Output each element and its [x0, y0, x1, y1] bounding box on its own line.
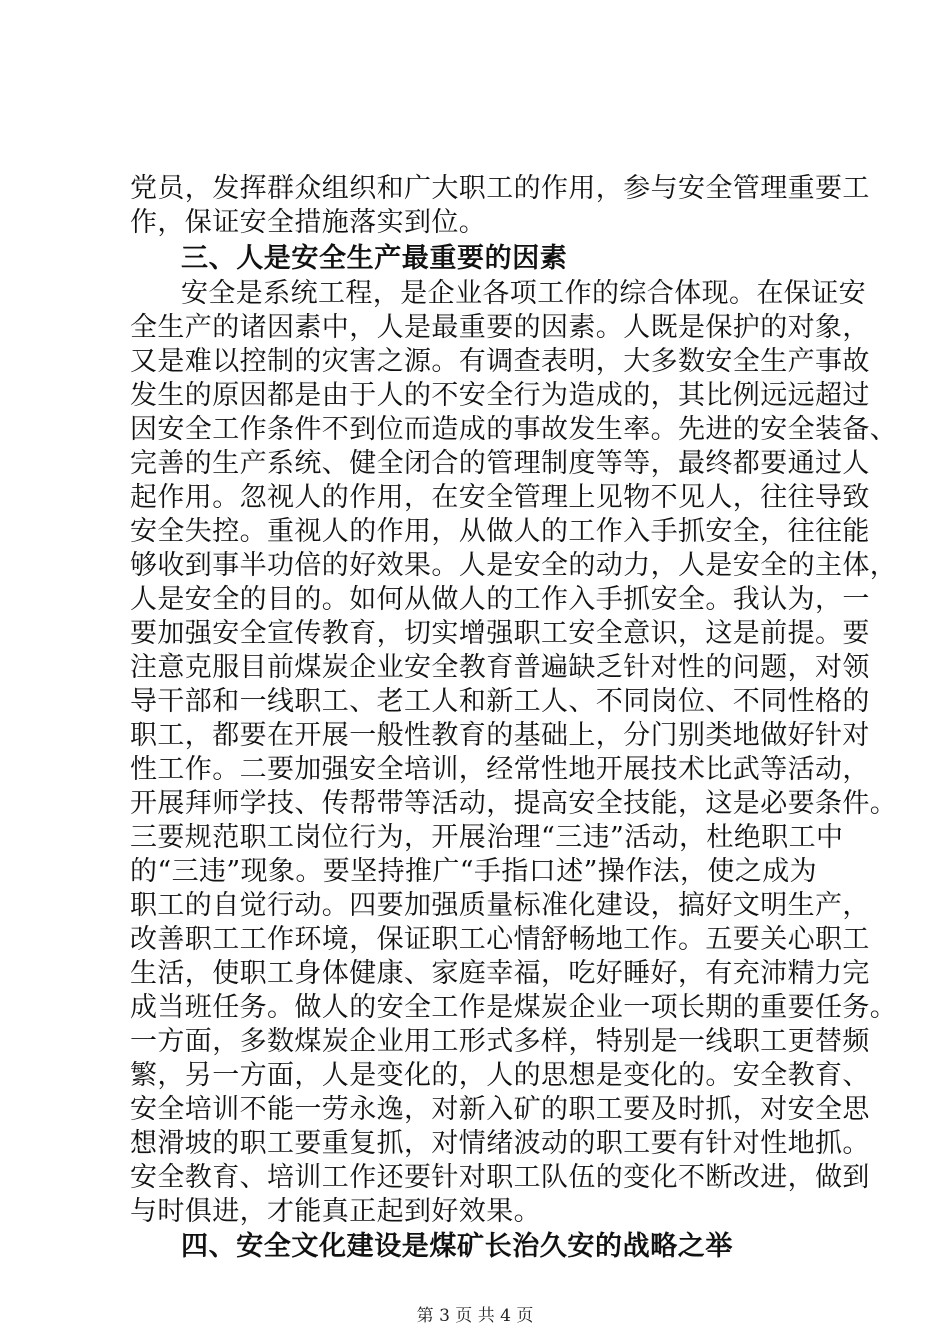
body-text-line: 成当班任务。做人的安全工作是煤炭企业一项长期的重要任务。	[130, 992, 898, 1023]
body-text-line: 要加强安全宣传教育，切实增强职工安全意识，这是前提。要	[130, 618, 870, 649]
body-text-line: 起作用。忽视人的作用，在安全管理上见物不见人，往往导致	[130, 482, 870, 513]
body-text-line: 职工的自觉行动。四要加强质量标准化建设，搞好文明生产，	[130, 890, 870, 921]
body-text-line: 的“三违”现象。要坚持推广“手指口述”操作法，使之成为	[130, 856, 818, 887]
body-text-line: 改善职工工作环境，保证职工心情舒畅地工作。五要关心职工	[130, 924, 870, 955]
body-text-line: 导干部和一线职工、老工人和新工人、不同岗位、不同性格的	[130, 686, 870, 717]
body-text-line: 开展拜师学技、传帮带等活动，提高安全技能，这是必要条件。	[130, 788, 898, 819]
section-heading: 四、安全文化建设是煤矿长治久安的战略之举	[181, 1231, 733, 1262]
body-text-line: 想滑坡的职工要重复抓，对情绪波动的职工要有针对性地抓。	[130, 1128, 870, 1159]
body-text-line: 一方面，多数煤炭企业用工形式多样，特别是一线职工更替频	[130, 1026, 870, 1057]
body-text-line: 生活，使职工身体健康、家庭幸福，吃好睡好，有充沛精力完	[130, 958, 870, 989]
body-text-line: 与时俱进，才能真正起到好效果。	[130, 1196, 541, 1227]
body-text-line: 全生产的诸因素中，人是最重要的因素。人既是保护的对象，	[130, 312, 870, 343]
body-text-line: 安全教育、培训工作还要针对职工队伍的变化不断改进，做到	[130, 1162, 870, 1193]
body-text-line: 繁，另一方面，人是变化的，人的思想是变化的。安全教育、	[130, 1060, 870, 1091]
body-text-line: 因安全工作条件不到位而造成的事故发生率。先进的安全装备、	[130, 414, 898, 445]
body-text-line: 安全失控。重视人的作用，从做人的工作入手抓安全，往往能	[130, 516, 870, 547]
body-text-line: 性工作。二要加强安全培训，经常性地开展技术比武等活动，	[130, 754, 870, 785]
body-text-line: 完善的生产系统、健全闭合的管理制度等等，最终都要通过人	[130, 448, 870, 479]
body-text-line: 又是难以控制的灾害之源。有调查表明，大多数安全生产事故	[130, 346, 870, 377]
body-text-line: 安全是系统工程，是企业各项工作的综合体现。在保证安	[181, 278, 866, 309]
body-text-line: 注意克服目前煤炭企业安全教育普遍缺乏针对性的问题，对领	[130, 652, 870, 683]
body-text-line: 人是安全的目的。如何从做人的工作入手抓安全。我认为，一	[130, 584, 870, 615]
body-text-line: 职工，都要在开展一般性教育的基础上，分门别类地做好针对	[130, 720, 870, 751]
body-text-line: 三要规范职工岗位行为，开展治理“三违”活动，杜绝职工中	[130, 822, 844, 853]
section-heading: 三、人是安全生产最重要的因素	[181, 243, 568, 274]
body-text-line: 够收到事半功倍的好效果。人是安全的动力，人是安全的主体，	[130, 550, 898, 581]
body-text-line: 发生的原因都是由于人的不安全行为造成的，其比例远远超过	[130, 380, 870, 411]
page-footer: 第 3 页 共 4 页	[416, 1306, 534, 1326]
body-text-line: 安全培训不能一劳永逸，对新入矿的职工要及时抓，对安全思	[130, 1094, 870, 1125]
body-text-line: 党员，发挥群众组织和广大职工的作用，参与安全管理重要工	[130, 173, 870, 204]
body-text-line: 作，保证安全措施落实到位。	[130, 207, 487, 238]
